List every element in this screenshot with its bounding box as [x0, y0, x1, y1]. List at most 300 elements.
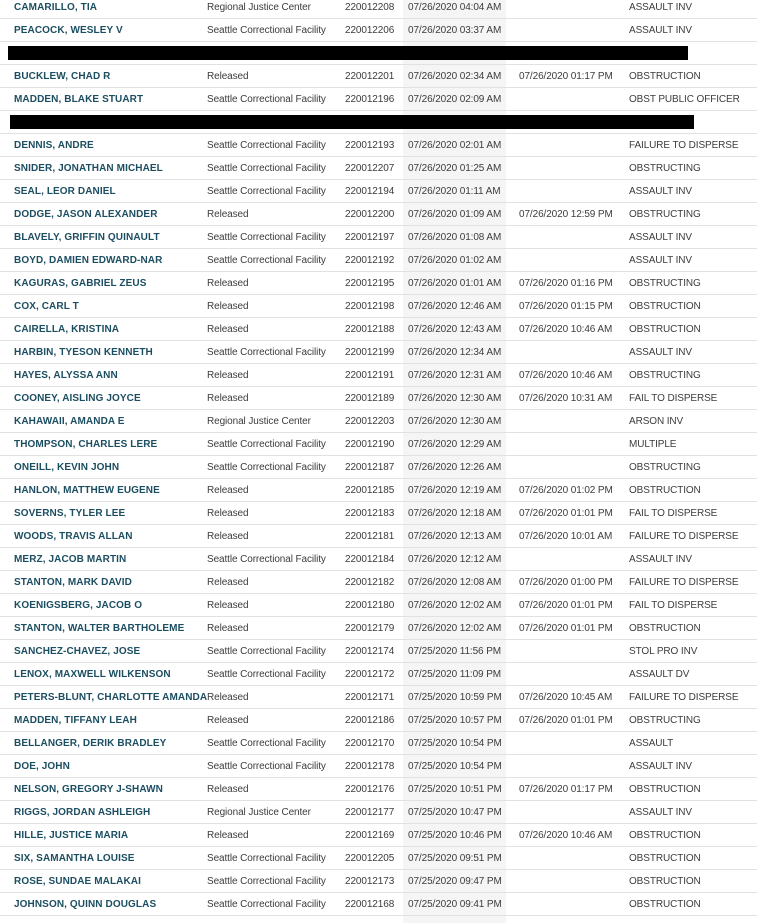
booking-date-cell: 07/26/2020 12:18 AM — [403, 502, 506, 524]
facility-cell: Released — [207, 208, 249, 220]
booking-date-cell: 07/26/2020 12:31 AM — [403, 364, 506, 386]
booking-row — [0, 709, 757, 732]
booking-row — [0, 65, 757, 88]
charge-cell: OBSTRUCTION — [629, 829, 701, 841]
booking-number-cell: 220012193 — [345, 139, 395, 151]
release-date-cell: 07/26/2020 01:00 PM — [519, 576, 613, 588]
booking-row — [0, 341, 757, 364]
inmate-name-link[interactable]: CAMARILLO, TIA — [14, 1, 98, 13]
booking-row — [0, 824, 757, 847]
booking-row — [0, 571, 757, 594]
redacted-booking-row — [0, 111, 757, 134]
release-date-cell: 07/26/2020 01:01 PM — [519, 507, 613, 519]
facility-cell: Seattle Correctional Facility — [207, 898, 326, 910]
charge-cell: FAIL TO DISPERSE — [629, 507, 718, 519]
booking-number-cell: 220012173 — [345, 875, 395, 887]
booking-date-cell: 07/26/2020 12:34 AM — [403, 341, 506, 363]
inmate-name-link[interactable]: SOVERNS, TYLER LEE — [14, 507, 126, 519]
name-cell — [0, 134, 207, 156]
charge-cell: ASSAULT INV — [629, 254, 692, 266]
release-date-cell — [506, 732, 629, 754]
booking-row — [0, 272, 757, 295]
facility-cell: Released — [207, 300, 249, 312]
name-cell — [0, 295, 207, 317]
booking-row — [0, 479, 757, 502]
release-date-cell: 07/26/2020 01:16 PM — [519, 277, 613, 289]
booking-number-cell: 220012195 — [345, 277, 395, 289]
name-cell — [0, 0, 207, 18]
booking-number-cell: 220012174 — [345, 645, 395, 657]
booking-date-cell: 07/26/2020 12:29 AM — [403, 433, 506, 455]
booking-number-cell: 220012184 — [345, 553, 395, 565]
charge-cell: FAIL TO DISPERSE — [629, 392, 718, 404]
booking-row — [0, 778, 757, 801]
name-cell — [0, 824, 207, 846]
name-cell — [0, 19, 207, 41]
inmate-name-link[interactable]: BUCKLEW, CHAD R — [14, 70, 111, 82]
release-date-cell — [506, 433, 629, 455]
booking-row — [0, 157, 757, 180]
facility-cell: Seattle Correctional Facility — [207, 254, 326, 266]
booking-date-cell: 07/26/2020 01:25 AM — [403, 157, 506, 179]
name-cell — [0, 249, 207, 271]
booking-row — [0, 456, 757, 479]
charge-cell: ASSAULT INV — [629, 24, 692, 36]
booking-number-cell: 220012185 — [345, 484, 395, 496]
inmate-name-link[interactable]: WOODS, TRAVIS ALLAN — [14, 530, 133, 542]
charge-cell: OBSTRUCTION — [629, 323, 701, 335]
inmate-name-link[interactable]: ROSE, SUNDAE MALAKAI — [14, 875, 142, 887]
charge-cell: FAIL TO DISPERSE — [629, 599, 718, 611]
release-date-cell — [506, 456, 629, 478]
booking-date-cell: 07/25/2020 10:57 PM — [403, 709, 506, 731]
charge-cell: OBST PUBLIC OFFICER — [629, 93, 740, 105]
facility-cell — [207, 916, 345, 923]
inmate-name-link[interactable]: NELSON, GREGORY J-SHAWN — [14, 783, 163, 795]
facility-cell: Seattle Correctional Facility — [207, 645, 326, 657]
facility-cell: Seattle Correctional Facility — [207, 162, 326, 174]
booking-number-cell: 220012205 — [345, 852, 395, 864]
release-date-cell — [506, 180, 629, 202]
booking-row — [0, 594, 757, 617]
name-cell — [0, 180, 207, 202]
name-cell — [0, 226, 207, 248]
charge-cell: OBSTRUCTION — [629, 898, 701, 910]
charge-cell: ASSAULT INV — [629, 231, 692, 243]
booking-number-cell: 220012177 — [345, 806, 395, 818]
release-date-cell: 07/26/2020 10:01 AM — [519, 530, 613, 542]
booking-date-cell: 07/26/2020 04:04 AM — [403, 0, 506, 18]
facility-cell: Seattle Correctional Facility — [207, 231, 326, 243]
charge-cell: ASSAULT — [629, 737, 674, 749]
release-date-cell — [506, 19, 629, 41]
release-date-cell — [506, 0, 629, 18]
booking-row — [0, 203, 757, 226]
release-date-cell: 07/26/2020 10:46 AM — [519, 323, 613, 335]
inmate-name-link[interactable]: SIX, SAMANTHA LOUISE — [14, 852, 135, 864]
name-cell — [0, 663, 207, 685]
name-cell — [0, 548, 207, 570]
facility-cell: Released — [207, 277, 249, 289]
booking-row — [0, 88, 757, 111]
release-date-cell — [506, 755, 629, 777]
booking-number-cell: 220012196 — [345, 93, 395, 105]
booking-number-cell: 220012168 — [345, 898, 395, 910]
facility-cell: Seattle Correctional Facility — [207, 461, 326, 473]
booking-row — [0, 870, 757, 893]
charge-cell: ASSAULT INV — [629, 1, 692, 13]
booking-number-cell: 220012188 — [345, 323, 395, 335]
release-date-cell — [506, 893, 629, 915]
booking-row — [0, 893, 757, 916]
charge-cell: FAILURE TO DISPERSE — [629, 576, 739, 588]
facility-cell: Regional Justice Center — [207, 1, 311, 13]
facility-cell: Released — [207, 576, 249, 588]
booking-row — [0, 686, 757, 709]
booking-number-cell: 220012176 — [345, 783, 395, 795]
booking-date-cell: 07/26/2020 01:01 AM — [403, 272, 506, 294]
name-cell — [0, 479, 207, 501]
inmate-name-link[interactable]: HARBIN, TYESON KENNETH — [14, 346, 153, 358]
name-cell — [0, 709, 207, 731]
name-cell — [0, 778, 207, 800]
inmate-name-link[interactable]: DODGE, JASON ALEXANDER — [14, 208, 158, 220]
name-cell — [0, 456, 207, 478]
facility-cell: Regional Justice Center — [207, 415, 311, 427]
release-date-cell: 07/26/2020 01:15 PM — [519, 300, 613, 312]
booking-date-cell: 07/26/2020 12:19 AM — [403, 479, 506, 501]
booking-number-cell — [345, 916, 403, 923]
booking-row — [0, 663, 757, 686]
release-date-cell — [506, 640, 629, 662]
name-cell — [0, 617, 207, 639]
inmate-name-link[interactable]: SNIDER, JONATHAN MICHAEL — [14, 162, 163, 174]
booking-date-cell: 07/26/2020 12:30 AM — [403, 410, 506, 432]
booking-number-cell: 220012171 — [345, 691, 395, 703]
name-cell — [0, 916, 207, 923]
name-cell — [0, 571, 207, 593]
inmate-name-link[interactable]: KAGURAS, GABRIEL ZEUS — [14, 277, 147, 289]
booking-row — [0, 318, 757, 341]
charge-cell: OBSTRUCTING — [629, 208, 701, 220]
booking-row — [0, 502, 757, 525]
booking-date-cell: 07/26/2020 12:26 AM — [403, 456, 506, 478]
booking-row — [0, 847, 757, 870]
booking-number-cell: 220012179 — [345, 622, 395, 634]
inmate-name-link[interactable]: COX, CARL T — [14, 300, 79, 312]
facility-cell: Released — [207, 369, 249, 381]
charge-cell: OBSTRUCTION — [629, 300, 701, 312]
redaction-bar — [8, 46, 688, 60]
release-date-cell — [506, 916, 629, 923]
name-cell — [0, 157, 207, 179]
release-date-cell: 07/26/2020 01:01 PM — [519, 599, 613, 611]
charge-cell: OBSTRUCTION — [629, 875, 701, 887]
charge-cell: OBSTRUCTION — [629, 622, 701, 634]
name-cell — [0, 410, 207, 432]
inmate-name-link[interactable]: MERZ, JACOB MARTIN — [14, 553, 127, 565]
inmate-name-link[interactable]: COONEY, AISLING JOYCE — [14, 392, 141, 404]
charge-cell: OBSTRUCTING — [629, 369, 701, 381]
booking-number-cell: 220012189 — [345, 392, 395, 404]
charge-cell: STOL PRO INV — [629, 645, 698, 657]
facility-cell: Released — [207, 599, 249, 611]
charge-cell: MULTIPLE — [629, 438, 677, 450]
facility-cell: Released — [207, 484, 249, 496]
facility-cell: Released — [207, 323, 249, 335]
facility-cell: Seattle Correctional Facility — [207, 185, 326, 197]
inmate-name-link[interactable]: MADDEN, TIFFANY LEAH — [14, 714, 137, 726]
booking-date-cell: 07/25/2020 11:09 PM — [403, 663, 506, 685]
booking-number-cell: 220012178 — [345, 760, 395, 772]
charge-cell: ASSAULT INV — [629, 553, 692, 565]
inmate-name-link[interactable]: STANTON, WALTER BARTHOLEME — [14, 622, 185, 634]
booking-row — [0, 548, 757, 571]
name-cell — [0, 686, 207, 708]
release-date-cell: 07/26/2020 10:31 AM — [519, 392, 613, 404]
name-cell — [0, 755, 207, 777]
booking-number-cell: 220012183 — [345, 507, 395, 519]
booking-number-cell: 220012192 — [345, 254, 395, 266]
inmate-name-link[interactable]: HILLE, JUSTICE MARIA — [14, 829, 129, 841]
charge-cell: OBSTRUCTING — [629, 461, 701, 473]
inmate-name-link[interactable]: ONEILL, KEVIN JOHN — [14, 461, 120, 473]
charge-cell: ASSAULT DV — [629, 668, 690, 680]
facility-cell: Regional Justice Center — [207, 806, 311, 818]
release-date-cell: 07/26/2020 01:17 PM — [519, 70, 613, 82]
booking-date-cell: 07/25/2020 09:41 PM — [403, 893, 506, 915]
release-date-cell: 07/26/2020 01:01 PM — [519, 622, 613, 634]
inmate-name-link[interactable]: BOYD, DAMIEN EDWARD-NAR — [14, 254, 163, 266]
charge-cell: ASSAULT INV — [629, 760, 692, 772]
release-date-cell: 07/26/2020 10:45 AM — [519, 691, 613, 703]
name-cell — [0, 732, 207, 754]
booking-number-cell: 220012191 — [345, 369, 395, 381]
charge-cell: ASSAULT INV — [629, 346, 692, 358]
booking-number-cell: 220012190 — [345, 438, 395, 450]
inmate-name-link[interactable]: DOE, JOHN — [14, 760, 70, 772]
name-cell — [0, 594, 207, 616]
booking-date-cell: 07/26/2020 12:46 AM — [403, 295, 506, 317]
name-cell — [0, 364, 207, 386]
name-cell — [0, 318, 207, 340]
name-cell — [0, 870, 207, 892]
booking-date-cell: 07/25/2020 11:56 PM — [403, 640, 506, 662]
inmate-name-link[interactable]: HAYES, ALYSSA ANN — [14, 369, 118, 381]
release-date-cell — [506, 663, 629, 685]
inmate-name-link[interactable]: DENNIS, ANDRE — [14, 139, 94, 151]
facility-cell: Released — [207, 70, 249, 82]
release-date-cell — [506, 226, 629, 248]
name-cell — [0, 88, 207, 110]
booking-date-cell: 07/26/2020 12:02 AM — [403, 594, 506, 616]
inmate-name-link[interactable]: MADDEN, BLAKE STUART — [14, 93, 144, 105]
charge-cell: FAILURE TO DISPERSE — [629, 691, 739, 703]
booking-number-cell: 220012203 — [345, 415, 395, 427]
charge-cell: OBSTRUCTION — [629, 852, 701, 864]
charge-cell: ARSON INV — [629, 415, 684, 427]
name-cell — [0, 387, 207, 409]
booking-row — [0, 249, 757, 272]
booking-row — [0, 755, 757, 778]
inmate-name-link[interactable]: SANCHEZ-CHAVEZ, JOSE — [14, 645, 141, 657]
booking-row — [0, 433, 757, 456]
booking-date-cell: 07/26/2020 02:01 AM — [403, 134, 506, 156]
release-date-cell — [506, 341, 629, 363]
booking-date-cell: 07/25/2020 09:51 PM — [403, 847, 506, 869]
facility-cell: Released — [207, 392, 249, 404]
inmate-name-link[interactable]: RIGGS, JORDAN ASHLEIGH — [14, 806, 151, 818]
charge-cell: ASSAULT INV — [629, 806, 692, 818]
release-date-cell — [506, 801, 629, 823]
booking-date-cell: 07/26/2020 01:11 AM — [403, 180, 506, 202]
release-date-cell — [506, 410, 629, 432]
booking-number-cell: 220012172 — [345, 668, 395, 680]
booking-number-cell: 220012206 — [345, 24, 395, 36]
booking-number-cell: 220012182 — [345, 576, 395, 588]
booking-date-cell: 07/26/2020 12:13 AM — [403, 525, 506, 547]
release-date-cell: 07/26/2020 01:17 PM — [519, 783, 613, 795]
booking-date-cell: 07/26/2020 12:02 AM — [403, 617, 506, 639]
facility-cell: Seattle Correctional Facility — [207, 875, 326, 887]
booking-row — [0, 295, 757, 318]
release-date-cell: 07/26/2020 01:02 PM — [519, 484, 613, 496]
booking-row — [0, 364, 757, 387]
booking-date-cell: 07/25/2020 10:54 PM — [403, 755, 506, 777]
booking-date-cell: 07/25/2020 10:46 PM — [403, 824, 506, 846]
booking-row — [0, 640, 757, 663]
inmate-name-link[interactable]: SEAL, LEOR DANIEL — [14, 185, 116, 197]
facility-cell: Seattle Correctional Facility — [207, 852, 326, 864]
booking-date-cell: 07/26/2020 01:09 AM — [403, 203, 506, 225]
booking-number-cell: 220012200 — [345, 208, 395, 220]
booking-row — [0, 617, 757, 640]
inmate-name-link[interactable]: BELLANGER, DERIK BRADLEY — [14, 737, 167, 749]
inmate-name-link[interactable]: CAIRELLA, KRISTINA — [14, 323, 120, 335]
charge-cell: ASSAULT INV — [629, 185, 692, 197]
facility-cell: Seattle Correctional Facility — [207, 139, 326, 151]
release-date-cell: 07/26/2020 10:46 AM — [519, 369, 613, 381]
booking-date-cell: 07/25/2020 10:54 PM — [403, 732, 506, 754]
inmate-name-link[interactable]: THOMPSON, CHARLES LERE — [14, 438, 158, 450]
facility-cell: Seattle Correctional Facility — [207, 24, 326, 36]
release-date-cell: 07/26/2020 01:01 PM — [519, 714, 613, 726]
charge-cell: FAILURE TO DISPERSE — [629, 530, 739, 542]
name-cell — [0, 893, 207, 915]
booking-date-cell: 07/25/2020 10:51 PM — [403, 778, 506, 800]
booking-row — [0, 387, 757, 410]
booking-date-cell: 07/26/2020 12:08 AM — [403, 571, 506, 593]
facility-cell: Seattle Correctional Facility — [207, 438, 326, 450]
name-cell — [0, 640, 207, 662]
booking-date-cell: 07/26/2020 01:02 AM — [403, 249, 506, 271]
release-date-cell — [506, 88, 629, 110]
name-cell — [0, 801, 207, 823]
facility-cell: Seattle Correctional Facility — [207, 93, 326, 105]
charge-cell: OBSTRUCTION — [629, 70, 701, 82]
inmate-name-link[interactable]: PEACOCK, WESLEY V — [14, 24, 123, 36]
name-cell — [0, 433, 207, 455]
booking-date-cell: 07/26/2020 01:08 AM — [403, 226, 506, 248]
inmate-name-link[interactable]: BLAVELY, GRIFFIN QUINAULT — [14, 231, 160, 243]
inmate-name-link[interactable]: KOENIGSBERG, JACOB O — [14, 599, 143, 611]
booking-row — [0, 525, 757, 548]
booking-date-cell: 07/26/2020 02:09 AM — [403, 88, 506, 110]
booking-number-cell: 220012186 — [345, 714, 395, 726]
facility-cell: Released — [207, 783, 249, 795]
inmate-name-link[interactable]: JOHNSON, QUINN DOUGLAS — [14, 898, 157, 910]
charge-cell: OBSTRUCTION — [629, 783, 701, 795]
booking-date-cell: 07/25/2020 10:47 PM — [403, 801, 506, 823]
facility-cell: Released — [207, 622, 249, 634]
booking-number-cell: 220012180 — [345, 599, 395, 611]
release-date-cell — [506, 847, 629, 869]
booking-row — [0, 0, 757, 19]
facility-cell: Released — [207, 530, 249, 542]
booking-number-cell: 220012170 — [345, 737, 395, 749]
booking-date-cell: 07/26/2020 12:12 AM — [403, 548, 506, 570]
redacted-booking-row — [0, 42, 757, 65]
booking-date-cell: 07/25/2020 10:59 PM — [403, 686, 506, 708]
release-date-cell — [506, 548, 629, 570]
facility-cell: Released — [207, 507, 249, 519]
booking-row — [0, 801, 757, 824]
inmate-name-link[interactable]: HANLON, MATTHEW EUGENE — [14, 484, 160, 496]
booking-number-cell: 220012187 — [345, 461, 395, 473]
booking-number-cell: 220012201 — [345, 70, 395, 82]
facility-cell: Seattle Correctional Facility — [207, 668, 326, 680]
booking-number-cell: 220012197 — [345, 231, 395, 243]
inmate-name-link[interactable]: PETERS-BLUNT, CHARLOTTE AMANDA — [14, 691, 208, 703]
charge-cell: OBSTRUCTING — [629, 714, 701, 726]
inmate-name-link[interactable]: KAHAWAII, AMANDA E — [14, 415, 125, 427]
charge-cell: OBSTRUCTION — [629, 484, 701, 496]
charge-cell: FAILURE TO DISPERSE — [629, 139, 739, 151]
inmate-name-link[interactable]: STANTON, MARK DAVID — [14, 576, 133, 588]
booking-row — [0, 410, 757, 433]
booking-date-cell: 07/26/2020 12:30 AM — [403, 387, 506, 409]
name-cell — [0, 341, 207, 363]
booking-number-cell: 220012198 — [345, 300, 395, 312]
release-date-cell — [506, 134, 629, 156]
booking-row — [0, 916, 757, 923]
facility-cell: Seattle Correctional Facility — [207, 553, 326, 565]
booking-row — [0, 226, 757, 249]
booking-number-cell: 220012194 — [345, 185, 395, 197]
inmate-name-link[interactable]: LENOX, MAXWELL WILKENSON — [14, 668, 171, 680]
booking-row — [0, 19, 757, 42]
booking-date-cell: 07/25/2020 09:47 PM — [403, 870, 506, 892]
booking-date-cell: 07/26/2020 02:34 AM — [403, 65, 506, 87]
charge-cell: OBSTRUCTING — [629, 277, 701, 289]
release-date-cell: 07/26/2020 12:59 PM — [519, 208, 613, 220]
booking-date-cell: 07/26/2020 03:37 AM — [403, 19, 506, 41]
facility-cell: Released — [207, 714, 249, 726]
name-cell — [0, 502, 207, 524]
name-cell — [0, 272, 207, 294]
name-cell — [0, 847, 207, 869]
booking-number-cell: 220012181 — [345, 530, 395, 542]
booking-row — [0, 732, 757, 755]
booking-number-cell: 220012207 — [345, 162, 395, 174]
release-date-cell: 07/26/2020 10:46 AM — [519, 829, 613, 841]
facility-cell: Released — [207, 691, 249, 703]
booking-date-cell: 07/26/2020 12:43 AM — [403, 318, 506, 340]
facility-cell: Released — [207, 829, 249, 841]
booking-date-cell — [403, 916, 506, 923]
booking-number-cell: 220012199 — [345, 346, 395, 358]
booking-row — [0, 180, 757, 203]
